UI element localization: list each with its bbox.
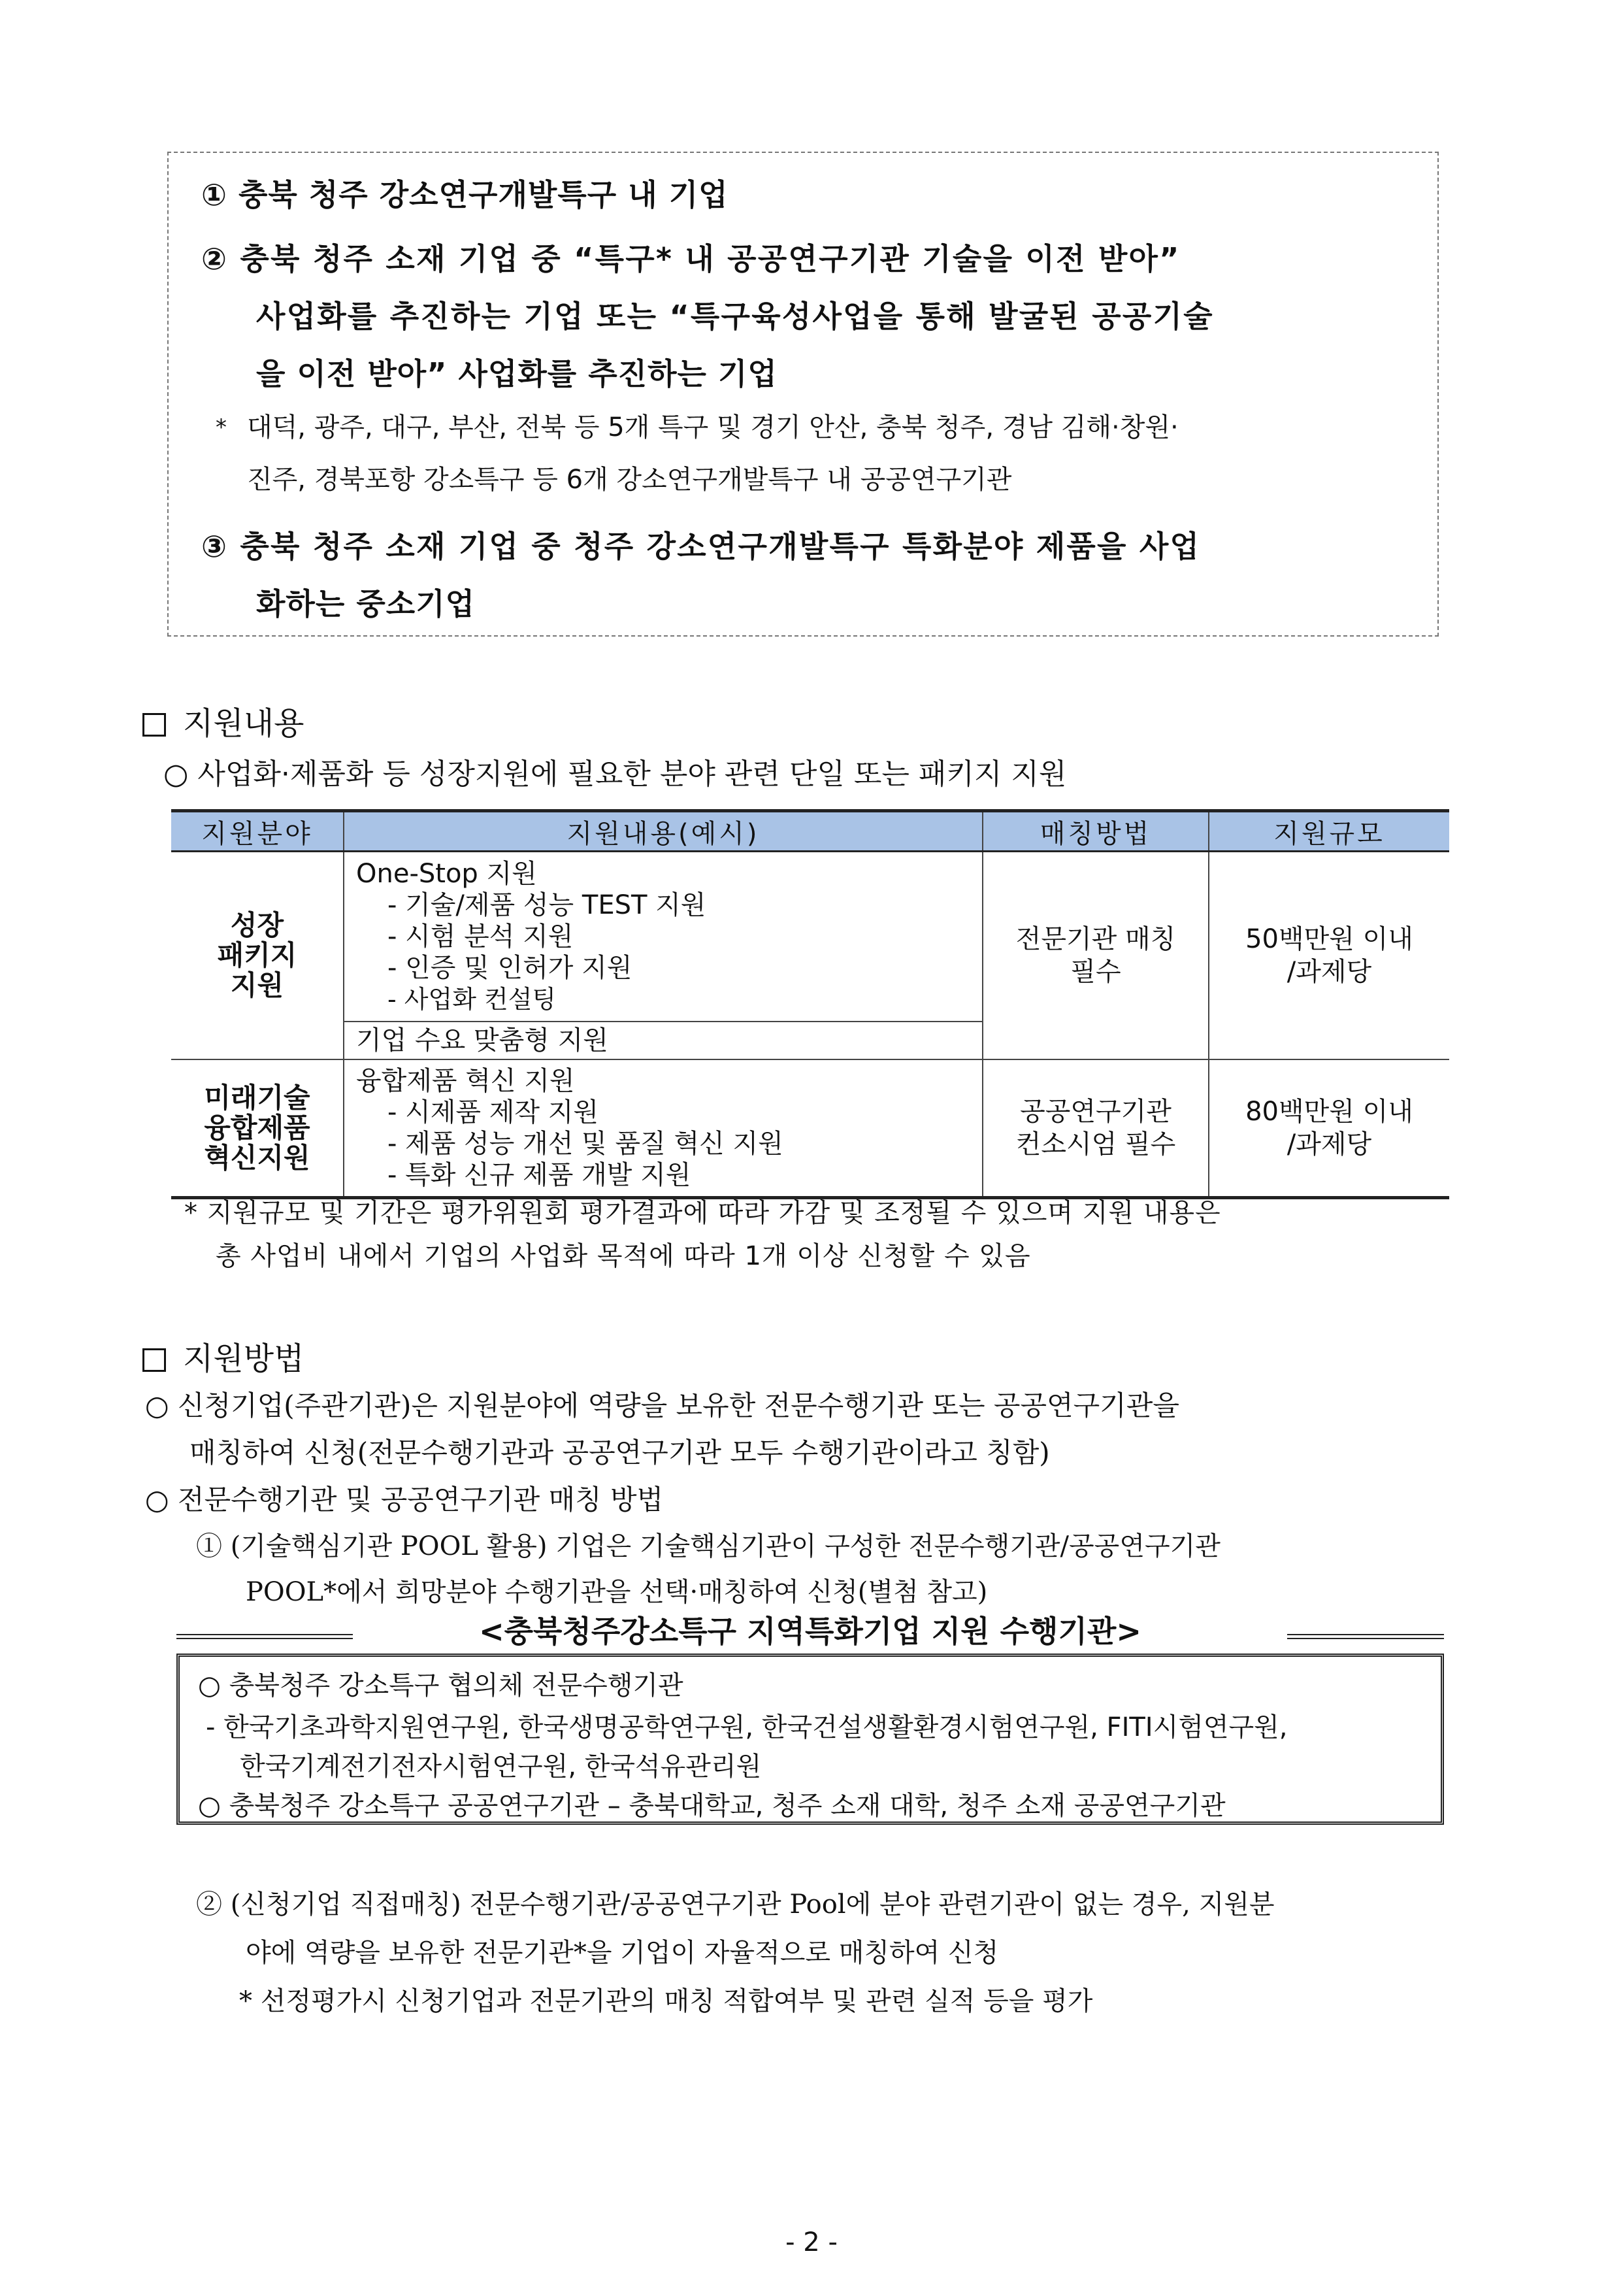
eligibility-item-2-line-2: 사업화를 추진하는 기업 또는 “특구육성사업을 통해 발굴된 공공기술 — [256, 299, 1214, 334]
growth-package-matching: 전문기관 매칭 필수 — [983, 852, 1209, 1059]
table-header-content: 지원내용(예시) — [344, 811, 983, 852]
title-rule-right — [1287, 1634, 1444, 1639]
support-table-note-line-1: * 지원규모 및 기간은 평가위원회 평가결과에 따라 가감 및 조정될 수 있으며 지원 내용은 — [184, 1198, 1221, 1228]
eligibility-note-line-2: 진주, 경북포항 강소특구 등 6개 강소연구개발특구 내 공공연구기관 — [247, 465, 1012, 495]
eligibility-box — [167, 152, 1439, 637]
table-header-scale: 지원규모 — [1209, 811, 1449, 852]
future-tech-category: 미래기술 융합제품 혁신지원 — [171, 1059, 344, 1198]
support-content-bullet: ○ 사업화·제품화 등 성장지원에 필요한 분야 관련 단일 또는 패키지 지원 — [163, 757, 1067, 791]
table-row — [171, 1059, 1449, 1198]
agency-line-2: - 한국기초과학지원연구원, 한국생명공학연구원, 한국건설생활환경시험연구원, FITI시험연구원, — [206, 1712, 1288, 1742]
agency-box — [176, 1654, 1444, 1825]
eligibility-item-2-line-3: 을 이전 받아” 사업화를 추진하는 기업 — [256, 356, 778, 391]
eligibility-item-3-line-1: ③ 충북 청주 소재 기업 중 청주 강소연구개발특구 특화분야 제품을 사업 — [201, 529, 1201, 564]
method-step-1-line-2: POOL*에서 희망분야 수행기관을 선택·매칭하여 신청(별첨 참고) — [246, 1577, 988, 1607]
support-method-heading: 지원방법 — [142, 1333, 304, 1378]
checkbox-square-icon — [142, 713, 166, 737]
support-table-header-row — [171, 811, 1449, 852]
future-tech-scale: 80백만원 이내 /과제당 — [1209, 1059, 1449, 1198]
support-table — [171, 809, 1449, 1199]
table-header-matching: 매칭방법 — [983, 811, 1209, 852]
support-content-heading: 지원내용 — [142, 698, 304, 743]
method-step-2-line-1: ② (신청기업 직접매칭) 전문수행기관/공공연구기관 Pool에 분야 관련기관이 없는 경우, 지원분 — [196, 1889, 1275, 1920]
method-step-1-line-1: ① (기술핵심기관 POOL 활용) 기업은 기술핵심기관이 구성한 전문수행기관/공공연구기관 — [196, 1531, 1221, 1561]
growth-package-scale: 50백만원 이내 /과제당 — [1209, 852, 1449, 1059]
method-bullet-1-line-1: ○ 신청기업(주관기관)은 지원분야에 역량을 보유한 전문수행기관 또는 공공연구기관을 — [145, 1389, 1179, 1422]
growth-package-content: One-Stop 지원 - 기술/제품 성능 TEST 지원 - 시험 분석 지원 - 인증 및 인허가 지원 - 사업화 컨설팅 — [344, 852, 983, 1022]
support-table-note-line-2: 총 사업비 내에서 기업의 사업화 목적에 따라 1개 이상 신청할 수 있음 — [216, 1241, 1031, 1271]
agency-line-4: ○ 충북청주 강소특구 공공연구기관 – 충북대학교, 청주 소재 대학, 청주 소재 공공연구기관 — [198, 1791, 1226, 1821]
agency-line-3: 한국기계전기전자시험연구원, 한국석유관리원 — [240, 1752, 762, 1782]
future-tech-matching: 공공연구기관 컨소시엄 필수 — [983, 1059, 1209, 1198]
eligibility-item-3-line-2: 화하는 중소기업 — [256, 586, 476, 622]
eligibility-note-line-1: 대덕, 광주, 대구, 부산, 전북 등 5개 특구 및 경기 안산, 충북 청주, 경남 김해·창원· — [247, 412, 1179, 442]
eligibility-item-2-line-1: ② 충북 청주 소재 기업 중 “특구* 내 공공연구기관 기술을 이전 받아” — [201, 241, 1181, 276]
method-bullet-2: ○ 전문수행기관 및 공공연구기관 매칭 방법 — [145, 1484, 664, 1516]
agency-box-title: <충북청주강소특구 지역특화기업 지원 수행기관> — [176, 1608, 1444, 1654]
eligibility-note-mark: * — [216, 414, 227, 441]
table-header-category: 지원분야 — [171, 811, 344, 852]
method-step-2-line-2: 야에 역량을 보유한 전문기관*을 기업이 자율적으로 매칭하여 신청 — [246, 1938, 999, 1968]
page-number: - 2 - — [785, 2227, 838, 2257]
method-step-2-note: * 선정평가시 신청기업과 전문기관의 매칭 적합여부 및 관련 실적 등을 평가 — [239, 1986, 1093, 2016]
growth-package-category: 성장 패키지 지원 — [171, 852, 344, 1059]
table-row — [171, 852, 1449, 1022]
eligibility-item-1: ① 충북 청주 강소연구개발특구 내 기업 — [201, 177, 729, 212]
agency-line-1: ○ 충북청주 강소특구 협의체 전문수행기관 — [198, 1671, 683, 1701]
growth-package-extra: 기업 수요 맞춤형 지원 — [344, 1022, 983, 1059]
checkbox-square-icon — [142, 1348, 166, 1372]
future-tech-content: 융합제품 혁신 지원 - 시제품 제작 지원 - 제품 성능 개선 및 품질 혁신 지원 - 특화 신규 제품 개발 지원 — [344, 1059, 983, 1198]
method-bullet-1-line-2: 매칭하여 신청(전문수행기관과 공공연구기관 모두 수행기관이라고 칭함) — [189, 1437, 1050, 1469]
